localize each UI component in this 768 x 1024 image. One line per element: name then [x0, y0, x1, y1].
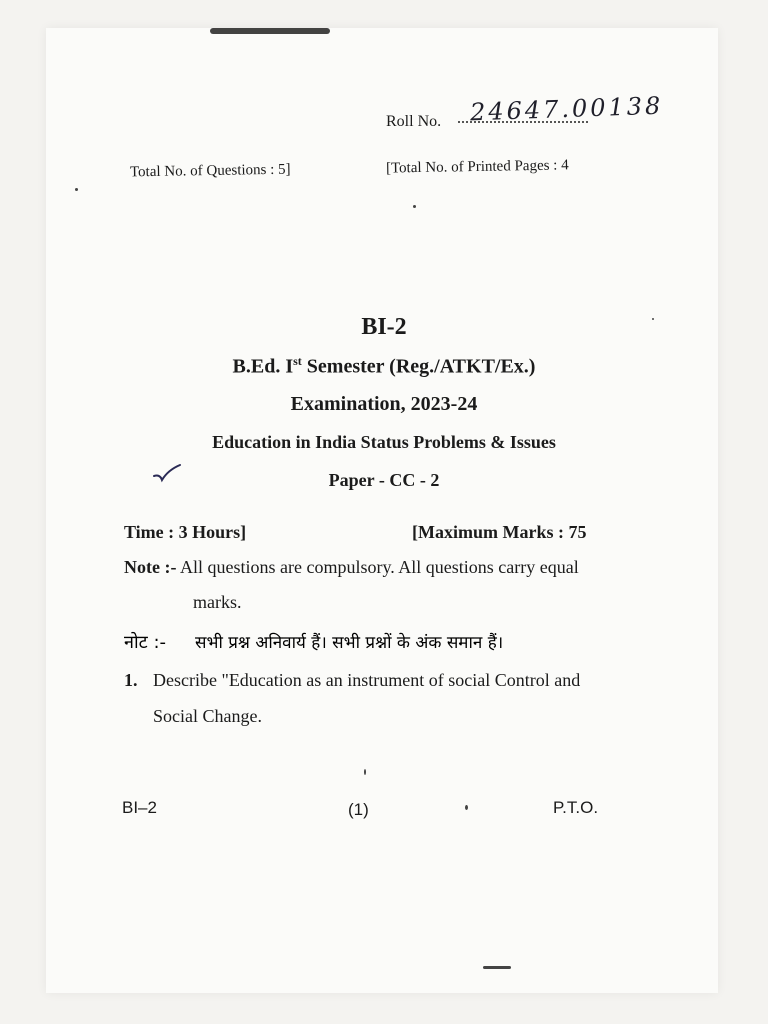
- footer-pto: P.T.O.: [553, 798, 599, 817]
- scan-speck: [413, 205, 416, 208]
- note-hindi-label: नोट :-: [124, 632, 167, 653]
- question-number: 1.: [124, 670, 138, 690]
- maximum-marks: [Maximum Marks : 75: [412, 522, 587, 542]
- question-text-line: Describe "Education as an instrument of social Control and: [153, 670, 581, 690]
- roll-number-label: Roll No.: [386, 113, 442, 130]
- scan-speck: [652, 318, 654, 320]
- scan-speck: [364, 769, 366, 775]
- note-english: [124, 557, 579, 578]
- examination-year: Examination, 2023-24: [290, 393, 478, 415]
- tick-mark-icon: [152, 462, 182, 484]
- scan-smudge: [210, 28, 330, 34]
- note-hindi-text: सभी प्रश्न अनिवार्य हैं। सभी प्रश्नों के अंक समान हैं।: [195, 633, 504, 653]
- course-ordinal: st: [293, 354, 302, 368]
- subject-title: Education in India Status Problems & Issues: [212, 432, 556, 452]
- exam-time: Time : 3 Hours]: [124, 522, 247, 542]
- course-title: [0, 354, 768, 379]
- scan-speck: [465, 805, 468, 810]
- footer-page-number: (1): [348, 800, 369, 819]
- roll-number-handwritten: 24647.00138: [469, 91, 664, 127]
- total-printed-pages: [Total No. of Printed Pages : 4: [385, 157, 569, 177]
- paper-number: Paper - CC - 2: [328, 470, 440, 490]
- scan-speck: [483, 966, 511, 969]
- paper-code: BI-2: [361, 314, 407, 340]
- note-english-text: All questions are compulsory. All questions carry equal: [176, 557, 579, 577]
- course-prefix: B.Ed. I: [232, 355, 294, 378]
- note-english-continued: marks.: [193, 592, 242, 612]
- question-text-line: Social Change.: [153, 706, 262, 726]
- note-english-label: Note :-: [124, 557, 177, 577]
- course-suffix: Semester (Reg./ATKT/Ex.): [301, 355, 536, 378]
- total-questions: Total No. of Questions : 5]: [129, 161, 291, 181]
- footer-paper-code: BI–2: [122, 798, 157, 817]
- scan-speck: [75, 188, 78, 191]
